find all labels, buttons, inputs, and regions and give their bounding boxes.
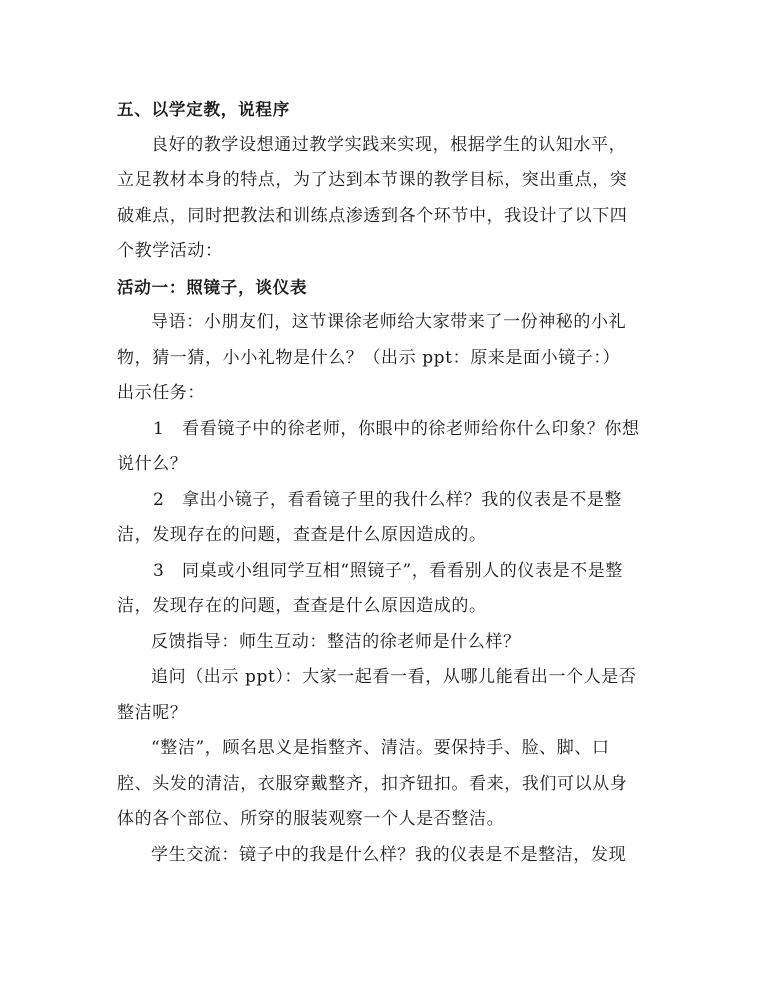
task-line: 1 看看镜子中的徐老师，你眼中的徐老师给你什么印象？你想 [153,418,640,439]
task-item-2 [117,483,657,554]
definition-line: “整洁”，顾名思义是指整齐、清洁。要保持手、脸、脚、口 [151,738,610,758]
intro-paragraph [117,128,657,270]
task-line: 3 同桌或小组同学互相“照镜子”，看看别人的仪表是不是整 [153,560,623,581]
activity-heading: 活动一：照镜子，谈仪表 [117,277,308,297]
task-line: 说什么？ [117,454,188,474]
lead-in-paragraph [117,305,657,412]
task-item-1 [117,412,657,483]
student-exchange-line: 学生交流：镜子中的我是什么样？我的仪表是不是整洁，发现 [151,844,627,865]
intro-line: 立足教材本身的特点，为了达到本节课的教学目标，突出重点，突 [117,170,628,190]
feedback-paragraph: 反馈指导：师生互动：整洁的徐老师是什么样？ [151,631,521,652]
task-line: 2 拿出小镜子，看看镜子里的我什么样？我的仪表是不是整 [153,489,623,510]
task-line: 洁，发现存在的问题，查查是什么原因造成的。 [117,596,487,616]
definition-line: 体的各个部位、所穿的服装观察一个人是否整洁。 [117,809,505,829]
student-exchange-paragraph [117,838,657,874]
task-item-3 [117,554,657,625]
definition-paragraph [117,731,657,838]
document-page [117,92,657,873]
follow-up-line: 追问（出示 ppt）：大家一起看一看，从哪儿能看出一个人是否 [151,667,637,687]
section-heading: 五、以学定教，说程序 [117,100,290,119]
task-line: 洁，发现存在的问题，查查是什么原因造成的。 [117,525,487,545]
follow-up-paragraph [117,660,657,731]
lead-in-line: 导语：小朋友们，这节课徐老师给大家带来了一份神秘的小礼 [151,312,627,332]
intro-line: 破难点，同时把教法和训练点渗透到各个环节中，我设计了以下四 [117,205,628,226]
intro-line: 良好的教学设想通过教学实践来实现，根据学生的认知水平， [151,134,627,155]
definition-line: 腔、头发的清洁，衣服穿戴整齐，扣齐钮扣。看来，我们可以从身 [117,773,628,794]
follow-up-line: 整洁呢？ [117,702,188,723]
intro-line: 个教学活动： [117,241,223,261]
lead-in-line: 出示任务： [117,383,205,403]
lead-in-line: 物，猜一猜，小小礼物是什么？（出示 ppt：原来是面小镜子：） [117,347,621,368]
